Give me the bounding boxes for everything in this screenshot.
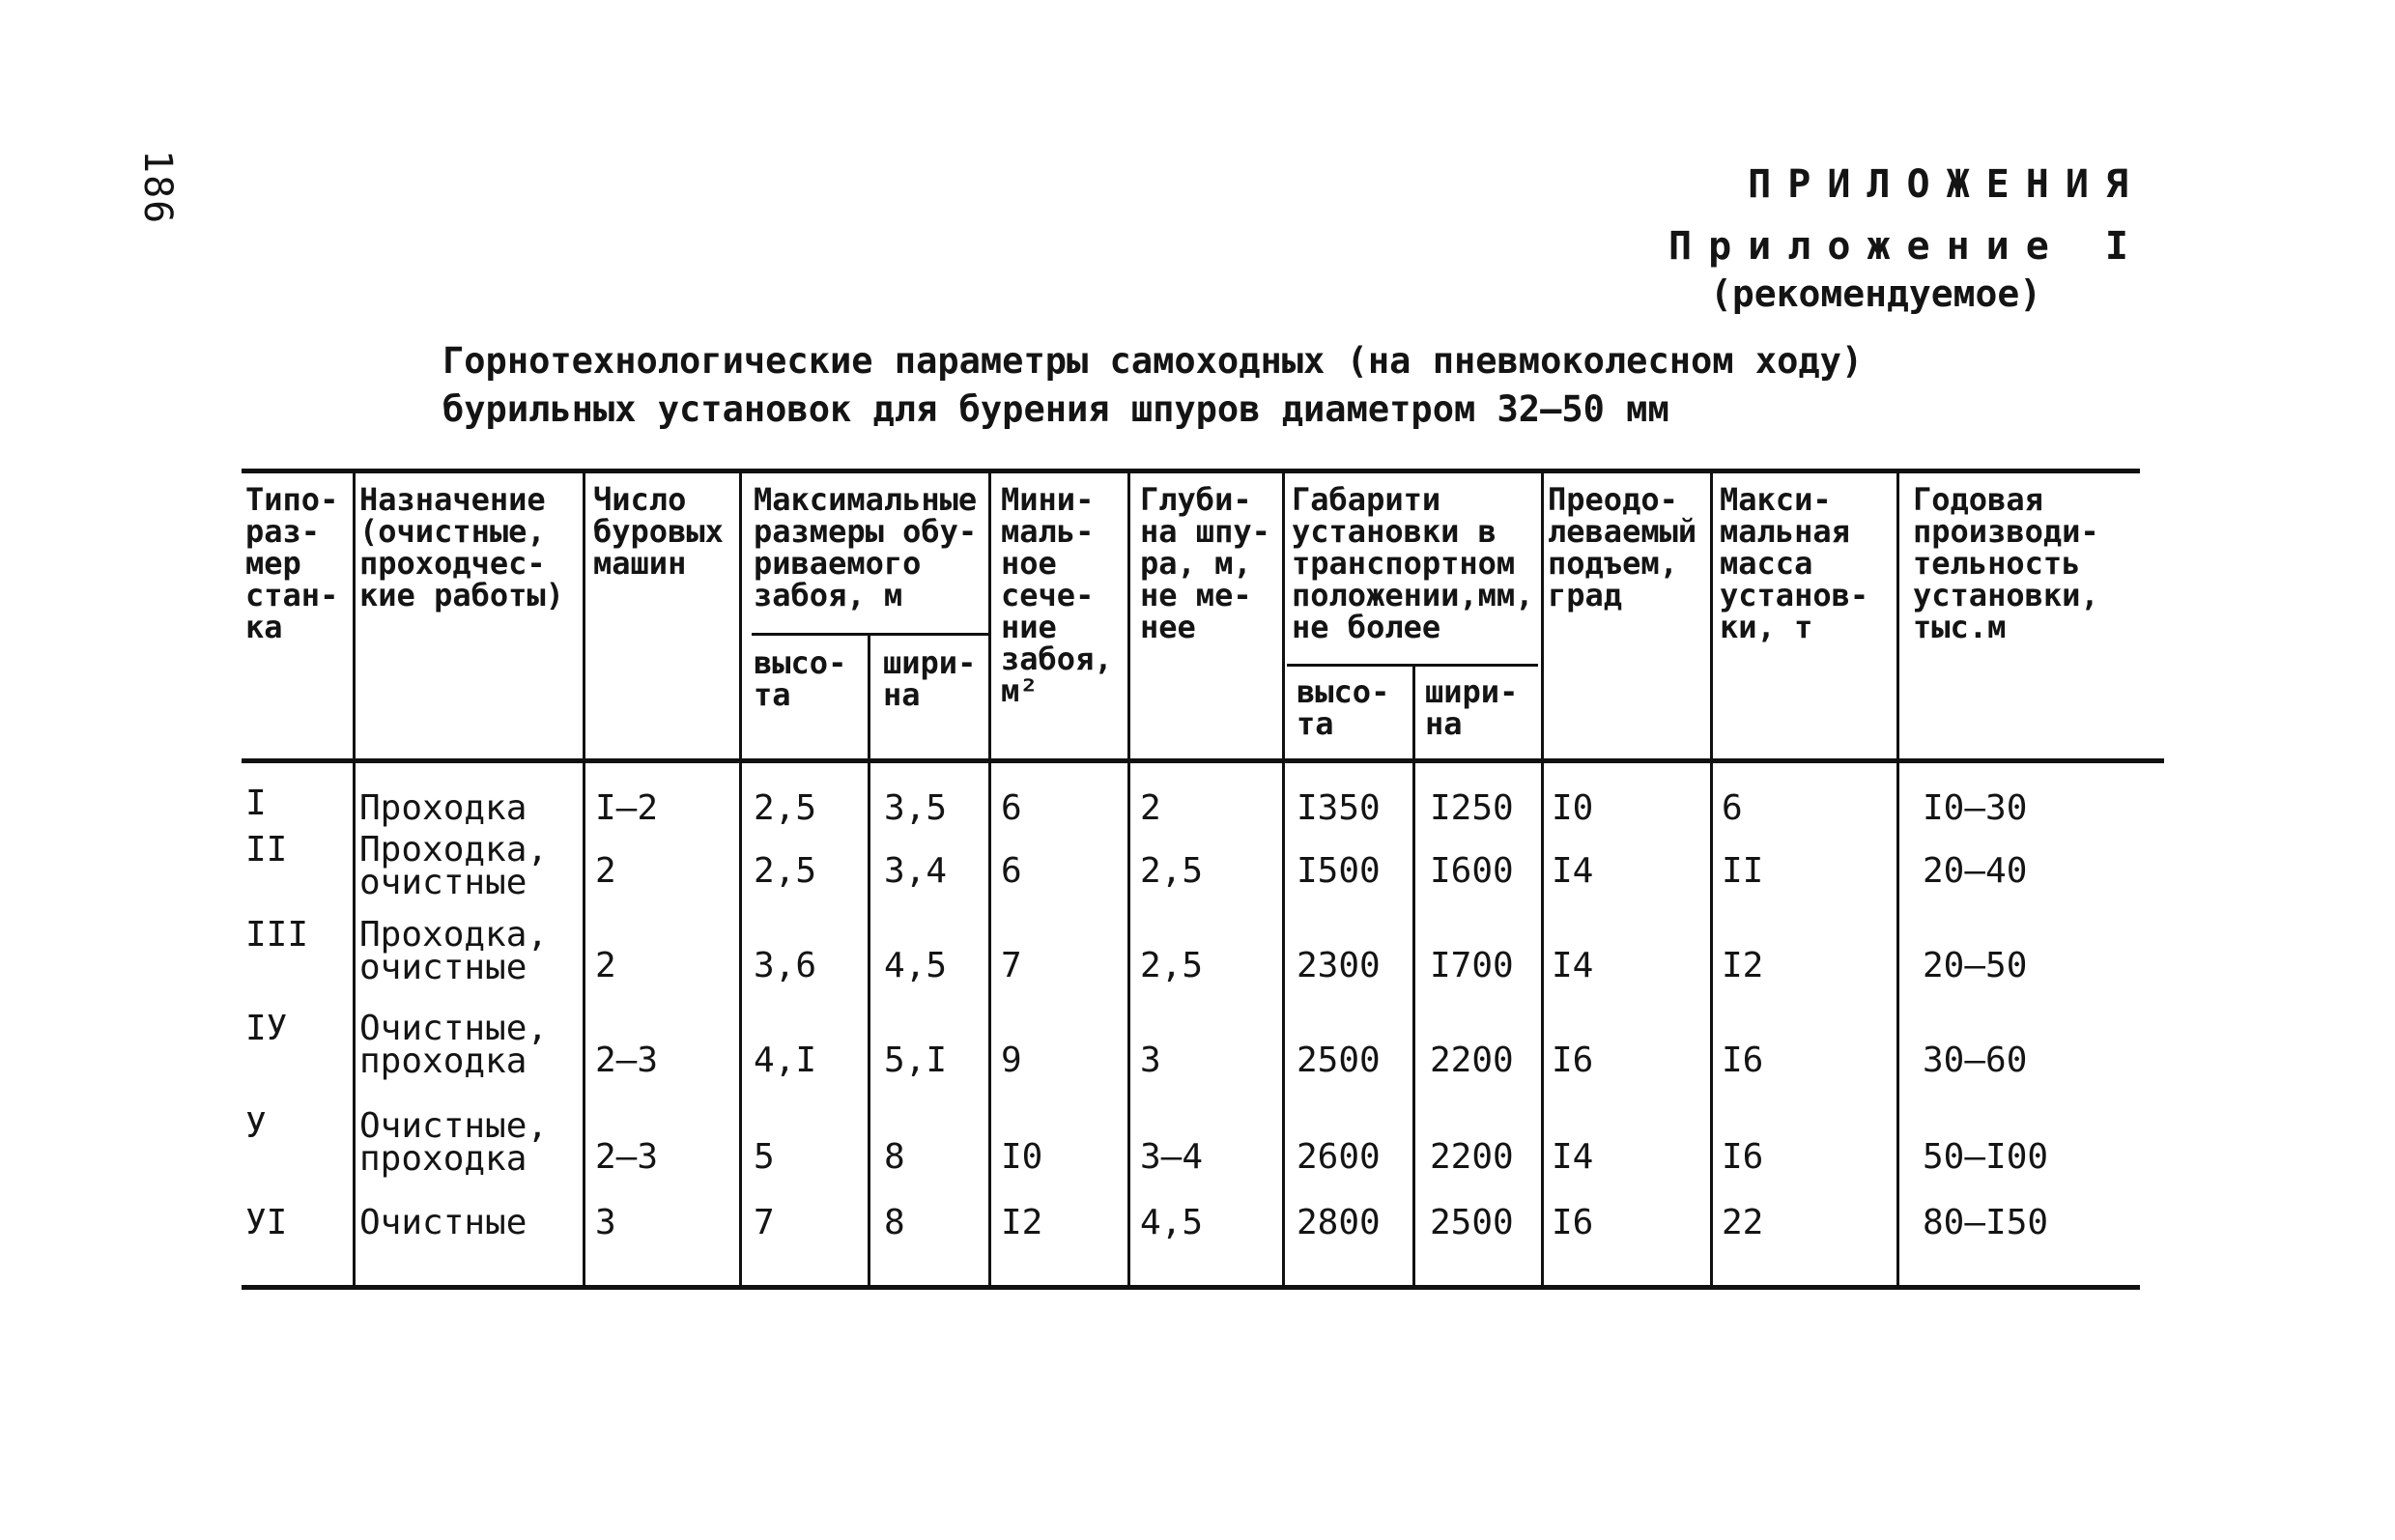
cell-min-section: 6	[1001, 788, 1022, 828]
cell-machines: 2	[595, 851, 616, 891]
cell-type: IУ	[245, 1009, 288, 1048]
cell-mass: II	[1722, 851, 1764, 891]
cell-slope: I0	[1552, 788, 1594, 828]
cell-face-width: 4,5	[884, 946, 948, 985]
face-subheader-rule	[752, 633, 989, 636]
col-separator	[988, 469, 991, 1290]
cell-face-width: 8	[884, 1203, 905, 1242]
header-purpose: Назначение (очистные, проходчес- кие работы)	[359, 481, 564, 613]
cell-purpose: Проходка	[359, 788, 527, 828]
cell-productivity: I0–30	[1923, 788, 2028, 828]
cell-dims-width: I700	[1430, 946, 1514, 985]
col-separator	[1896, 469, 1899, 1290]
cell-depth: 2,5	[1140, 946, 1204, 985]
cell-depth: 4,5	[1140, 1203, 1204, 1242]
cell-min-section: 7	[1001, 946, 1022, 985]
cell-depth: 2	[1140, 788, 1161, 828]
cell-face-width: 8	[884, 1137, 905, 1177]
cell-min-section: 6	[1001, 851, 1022, 891]
cell-mass: 6	[1722, 788, 1743, 828]
cell-dims-height: 2500	[1297, 1041, 1381, 1080]
cell-machines: 2	[595, 946, 616, 985]
table-header-rule	[242, 758, 2164, 763]
appendix-label: Приложение I	[1668, 224, 2145, 269]
header-min-section: Мини- маль- ное сече- ние забоя, м²	[1001, 481, 1113, 709]
cell-face-height: 2,5	[754, 851, 817, 891]
cell-purpose: Очистные, проходка	[359, 1106, 549, 1179]
cell-depth: 2,5	[1140, 851, 1204, 891]
cell-machines: 3	[595, 1203, 616, 1242]
col-separator	[1412, 664, 1415, 1290]
cell-productivity: 20–40	[1923, 851, 2028, 891]
cell-productivity: 80–I50	[1923, 1203, 2049, 1242]
table-title-line-2: бурильных установок для бурения шпуров диаметром 32–50 мм	[442, 388, 1669, 430]
parameters-table	[242, 469, 2140, 1295]
cell-machines: 2–3	[595, 1137, 659, 1177]
cell-face-width: 3,5	[884, 788, 948, 828]
appendices-heading: ПРИЛОЖЕНИЯ	[1748, 162, 2145, 207]
cell-type: УI	[245, 1203, 288, 1242]
header-dims-height: высо- та	[1297, 673, 1390, 742]
cell-depth: 3	[1140, 1041, 1161, 1080]
cell-slope: I4	[1552, 1137, 1594, 1177]
cell-face-width: 5,I	[884, 1041, 948, 1080]
cell-dims-width: 2500	[1430, 1203, 1514, 1242]
col-separator	[353, 469, 356, 1290]
cell-slope: I4	[1552, 851, 1594, 891]
cell-min-section: I0	[1001, 1137, 1043, 1177]
cell-dims-height: I500	[1297, 851, 1381, 891]
cell-mass: I2	[1722, 946, 1764, 985]
page-number: 186	[135, 150, 180, 226]
col-separator	[1710, 469, 1713, 1290]
header-face-height: высо- та	[754, 644, 847, 713]
header-depth: Глуби- на шпу- ра, м, не ме- нее	[1140, 481, 1270, 645]
col-separator	[1282, 469, 1285, 1290]
header-slope: Преодо- леваемый подъем, град	[1548, 481, 1697, 613]
cell-type: У	[245, 1106, 267, 1146]
col-separator	[583, 469, 585, 1290]
header-dims-width: шири- на	[1425, 673, 1519, 742]
header-machines: Число буровых машин	[593, 481, 724, 582]
cell-slope: I6	[1552, 1041, 1594, 1080]
cell-min-section: I2	[1001, 1203, 1043, 1242]
cell-face-height: 5	[754, 1137, 775, 1177]
table-title-line-1: Горнотехнологические параметры самоходных (на пневмоколесном ходу)	[442, 340, 1864, 382]
cell-dims-width: 2200	[1430, 1041, 1514, 1080]
cell-dims-width: I250	[1430, 788, 1514, 828]
cell-purpose: Проходка, очистные	[359, 830, 549, 902]
cell-purpose: Очистные, проходка	[359, 1009, 549, 1081]
cell-dims-height: 2600	[1297, 1137, 1381, 1177]
table-bottom-rule	[242, 1285, 2140, 1290]
header-face-size: Максимальные размеры обу- риваемого забоя, м	[754, 481, 978, 613]
cell-depth: 3–4	[1140, 1137, 1204, 1177]
cell-face-height: 2,5	[754, 788, 817, 828]
cell-face-height: 7	[754, 1203, 775, 1242]
cell-productivity: 30–60	[1923, 1041, 2028, 1080]
cell-type: III	[245, 915, 309, 955]
cell-dims-height: I350	[1297, 788, 1381, 828]
cell-purpose: Очистные	[359, 1203, 527, 1242]
header-type: Типо- раз- мер стан- ка	[245, 481, 339, 645]
cell-machines: I–2	[595, 788, 659, 828]
cell-machines: 2–3	[595, 1041, 659, 1080]
cell-mass: I6	[1722, 1137, 1764, 1177]
cell-type: I	[245, 784, 267, 823]
col-separator	[739, 469, 742, 1290]
cell-face-height: 4,I	[754, 1041, 817, 1080]
appendix-status: (рекомендуемое)	[1710, 272, 2042, 315]
cell-dims-width: I600	[1430, 851, 1514, 891]
header-mass: Макси- мальная масса установ- ки, т	[1720, 481, 1869, 645]
col-separator	[1541, 469, 1544, 1290]
cell-purpose: Проходка, очистные	[359, 915, 549, 987]
header-productivity: Годовая производи- тельность установки, тыс.м	[1913, 481, 2099, 645]
cell-mass: I6	[1722, 1041, 1764, 1080]
cell-slope: I4	[1552, 946, 1594, 985]
cell-min-section: 9	[1001, 1041, 1022, 1080]
cell-face-height: 3,6	[754, 946, 817, 985]
col-separator	[1127, 469, 1130, 1290]
cell-dims-width: 2200	[1430, 1137, 1514, 1177]
header-dims: Габарити установки в транспортном положении,мм, не более	[1292, 481, 1534, 645]
header-face-width: шири- на	[883, 644, 977, 713]
cell-dims-height: 2300	[1297, 946, 1381, 985]
cell-productivity: 50–I00	[1923, 1137, 2049, 1177]
cell-slope: I6	[1552, 1203, 1594, 1242]
cell-face-width: 3,4	[884, 851, 948, 891]
cell-mass: 22	[1722, 1203, 1764, 1242]
cell-type: II	[245, 830, 288, 870]
table-top-rule	[242, 469, 2140, 473]
col-separator	[868, 633, 870, 1290]
cell-dims-height: 2800	[1297, 1203, 1381, 1242]
cell-productivity: 20–50	[1923, 946, 2028, 985]
